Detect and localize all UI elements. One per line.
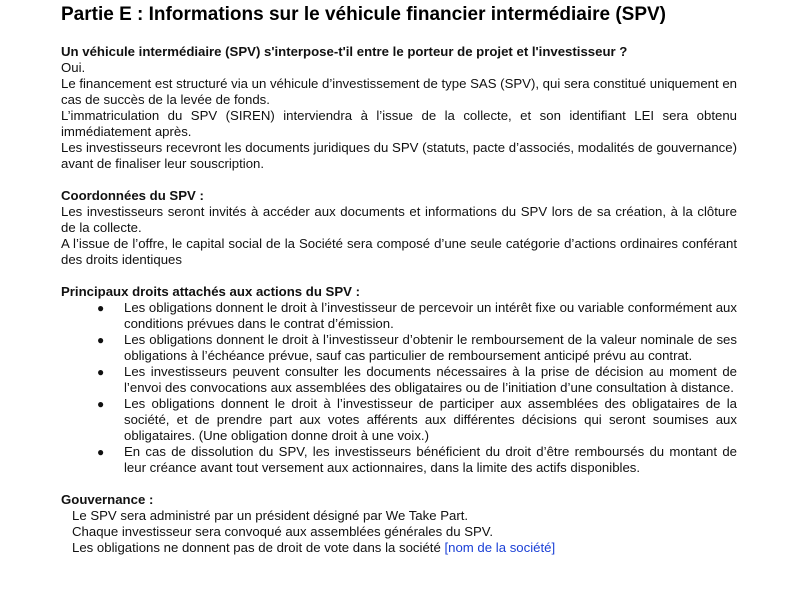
list-item-text: Les obligations donnent le droit à l’investisseur d’obtenir le remboursement de la valeur nominale de ses obligations à l’échéance prévue, sauf cas particulier de remboursement anticipé prévu au contrat. bbox=[124, 332, 737, 363]
bullet-icon: ● bbox=[97, 445, 105, 459]
coordinates-paragraph: A l’issue de l’offre, le capital social de la Société sera composé d’une seule catégorie d’actions ordinaires conférant des droits identiques bbox=[61, 236, 737, 267]
bullet-icon: ● bbox=[97, 397, 105, 411]
spv-question: Un véhicule intermédiaire (SPV) s'interpose-t'il entre le porteur de projet et l'investisseur ? bbox=[61, 44, 628, 59]
governance-line-text: Les obligations ne donnent pas de droit de vote dans la société bbox=[72, 540, 441, 555]
governance-heading: Gouvernance : bbox=[61, 492, 154, 507]
intro-section bbox=[61, 44, 737, 172]
list-item-text: Les obligations donnent le droit à l’investisseur de percevoir un intérêt fixe ou variable conformément aux conditions prévues dans le contrat d’émission. bbox=[124, 300, 737, 331]
intro-paragraph: L’immatriculation du SPV (SIREN) interviendra à l’issue de la collecte, et son identifiant LEI sera obtenu immédiatement après. bbox=[61, 108, 737, 139]
list-item-text: Les obligations donnent le droit à l’investisseur de participer aux assemblées des obligataires de la société, et de prendre part aux votes afférents aux différentes décisions qui seront soumises aux obligataires. (Une obligation donne droit à une voix.) bbox=[124, 396, 737, 443]
list-item bbox=[61, 332, 737, 364]
coordinates-paragraph: Les investisseurs seront invités à accéder aux documents et informations du SPV lors de sa création, à la clôture de la collecte. bbox=[61, 204, 737, 235]
list-item bbox=[61, 396, 737, 444]
intro-paragraph: Les investisseurs recevront les documents juridiques du SPV (statuts, pacte d’associés, modalités de gouvernance) avant de finaliser leur souscription. bbox=[61, 140, 737, 171]
list-item-text: Les investisseurs peuvent consulter les documents nécessaires à la prise de décision au moment de l’envoi des convocations aux assemblées des obligataires ou de l’initiation d’une consultation à distance. bbox=[124, 364, 737, 395]
bullet-icon: ● bbox=[97, 333, 105, 347]
spv-answer: Oui. bbox=[61, 60, 86, 75]
governance-section bbox=[61, 492, 737, 556]
document-page bbox=[61, 0, 737, 556]
governance-line: Le SPV sera administré par un président désigné par We Take Part. bbox=[72, 508, 469, 523]
list-item bbox=[61, 444, 737, 476]
governance-line bbox=[72, 540, 737, 556]
rights-section bbox=[61, 284, 737, 476]
list-item bbox=[61, 300, 737, 332]
company-name-placeholder-link[interactable]: [nom de la société] bbox=[444, 540, 556, 555]
bullet-icon: ● bbox=[97, 301, 105, 315]
governance-line: Chaque investisseur sera convoqué aux assemblées générales du SPV. bbox=[72, 524, 494, 539]
rights-heading: Principaux droits attachés aux actions du SPV : bbox=[61, 284, 360, 299]
list-item-text: En cas de dissolution du SPV, les investisseurs bénéficient du droit d’être remboursés du montant de leur créance avant tout versement aux actionnaires, dans la limite des actifs disponibles. bbox=[124, 444, 737, 475]
rights-list bbox=[61, 300, 737, 476]
bullet-icon: ● bbox=[97, 365, 105, 379]
coordinates-section bbox=[61, 188, 737, 268]
page-title: Partie E : Informations sur le véhicule financier intermédiaire (SPV) bbox=[61, 4, 667, 25]
list-item bbox=[61, 364, 737, 396]
governance-lines bbox=[61, 508, 737, 556]
coordinates-heading: Coordonnées du SPV : bbox=[61, 188, 204, 203]
intro-paragraph: Le financement est structuré via un véhicule d’investissement de type SAS (SPV), qui sera constitué uniquement en cas de succès de la levée de fonds. bbox=[61, 76, 737, 107]
